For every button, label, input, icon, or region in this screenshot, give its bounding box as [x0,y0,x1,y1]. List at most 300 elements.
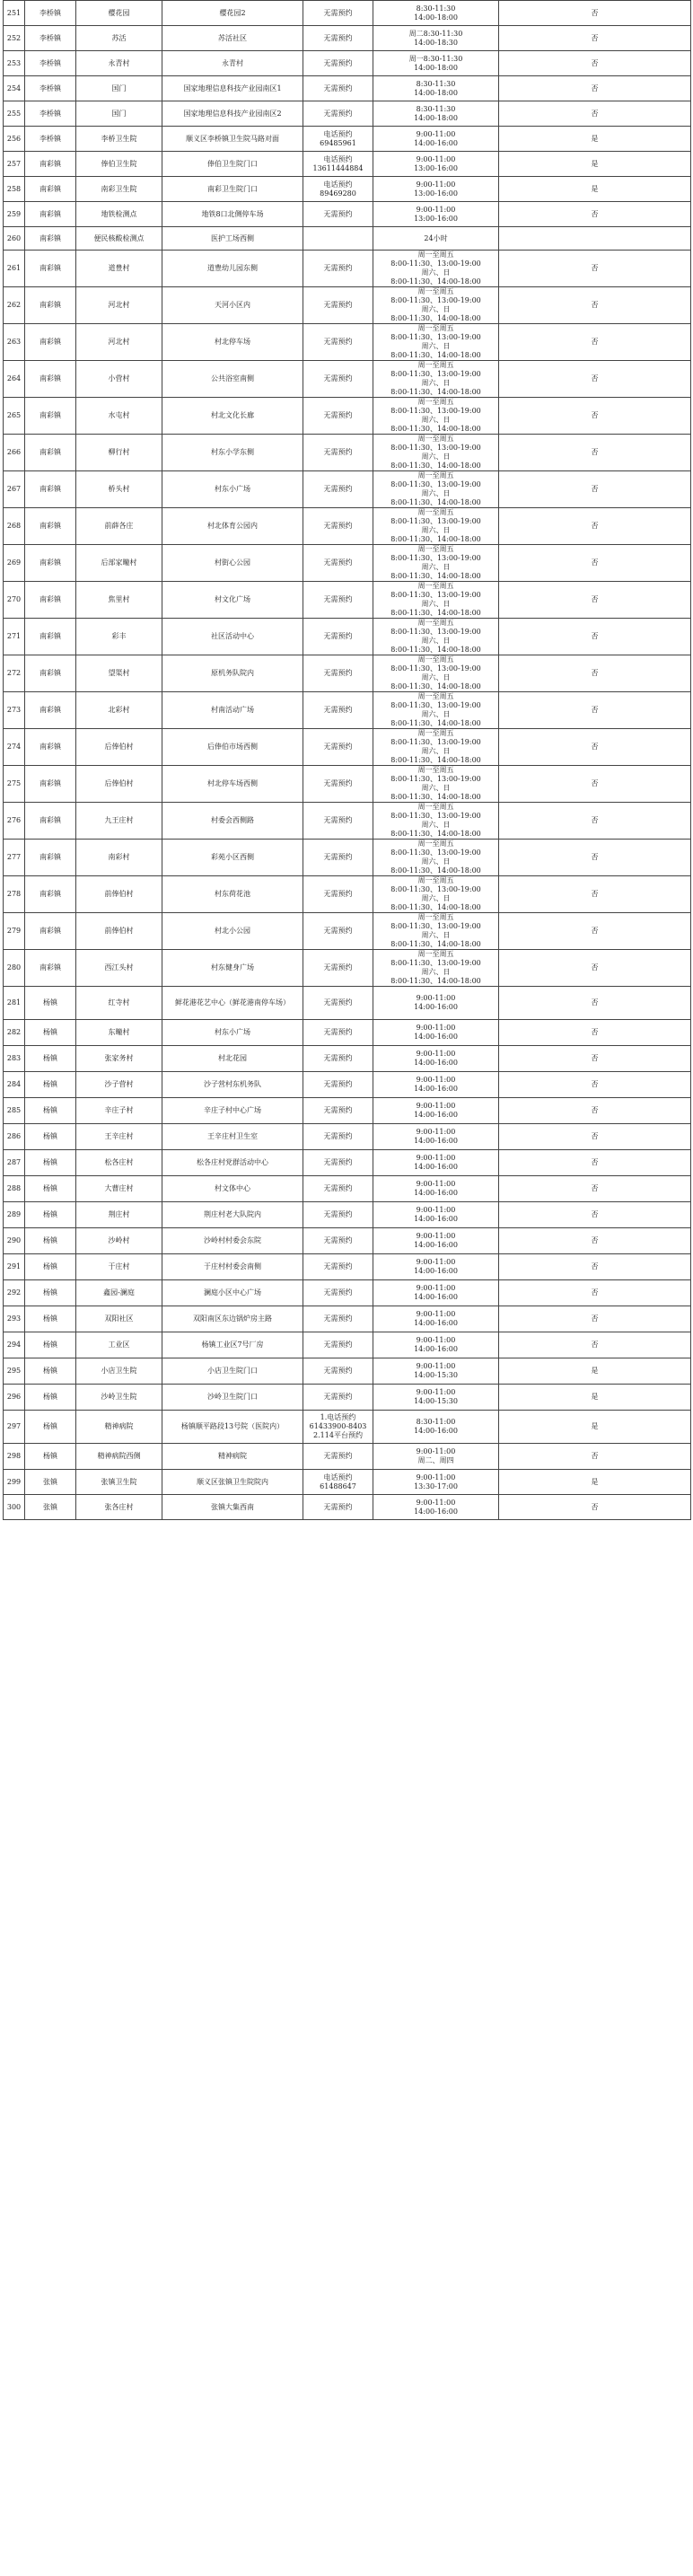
cell-no: 265 [4,398,25,435]
cell-flag: 否 [499,655,691,692]
table-row [4,1280,691,1306]
cell-flag: 否 [499,729,691,766]
cell-town: 南彩镇 [25,619,76,655]
cell-town: 南彩镇 [25,324,76,361]
cell-flag: 否 [499,435,691,471]
cell-flag: 否 [499,1098,691,1124]
cell-place: 医护工场西侧 [162,227,303,251]
cell-no: 276 [4,803,25,840]
cell-town: 李桥镇 [25,26,76,51]
cell-no: 264 [4,361,25,398]
cell-village: 永青村 [76,51,162,76]
cell-town: 南彩镇 [25,152,76,177]
table-row [4,1228,691,1254]
cell-town: 南彩镇 [25,508,76,545]
cell-place: 村东健身广场 [162,950,303,987]
table-row [4,1072,691,1098]
cell-no: 277 [4,840,25,876]
cell-flag: 否 [499,692,691,729]
cell-village: 前薛各庄 [76,508,162,545]
cell-place: 辛庄子村中心广场 [162,1098,303,1124]
cell-flag: 否 [499,1046,691,1072]
cell-no: 292 [4,1280,25,1306]
cell-place: 原机务队院内 [162,655,303,692]
cell-no: 284 [4,1072,25,1098]
cell-place: 苏活社区 [162,26,303,51]
cell-place: 天河小区内 [162,287,303,324]
cell-appt: 无需预约 [303,1202,373,1228]
cell-time: 9:00-11:00 13:30-17:00 [373,1470,499,1495]
cell-no: 280 [4,950,25,987]
cell-appt: 无需预约 [303,1495,373,1520]
cell-flag: 否 [499,545,691,582]
cell-flag: 否 [499,76,691,101]
cell-no: 298 [4,1444,25,1470]
cell-town: 南彩镇 [25,840,76,876]
cell-village: 小店卫生院 [76,1358,162,1385]
cell-town: 杨镇 [25,1072,76,1098]
cell-no: 300 [4,1495,25,1520]
cell-place: 村北花园 [162,1046,303,1072]
cell-village: 张各庄村 [76,1495,162,1520]
cell-village: 李桥卫生院 [76,127,162,152]
cell-village: 焦里村 [76,582,162,619]
cell-place: 精神病院 [162,1444,303,1470]
cell-place: 永青村 [162,51,303,76]
cell-village: 于庄村 [76,1254,162,1280]
cell-place: 村北停车场西侧 [162,766,303,803]
cell-flag: 是 [499,1385,691,1411]
cell-flag: 否 [499,202,691,227]
cell-flag: 否 [499,1332,691,1358]
table-row [4,508,691,545]
cell-place: 樱花园2 [162,1,303,26]
cell-town: 杨镇 [25,1358,76,1385]
cell-appt: 电话预约 69485961 [303,127,373,152]
cell-place: 杨镇顺平路段13号院（医院内） [162,1411,303,1444]
cell-time: 9:00-11:00 13:00-16:00 [373,202,499,227]
cell-time: 9:00-11:00 14:00-16:00 [373,1280,499,1306]
cell-village: 辛庄子村 [76,1098,162,1124]
cell-time: 9:00-11:00 14:00-16:00 [373,1228,499,1254]
table-row [4,1470,691,1495]
cell-village: 北彩村 [76,692,162,729]
cell-appt: 无需预约 [303,1020,373,1046]
cell-place: 杨镇工业区7号厂房 [162,1332,303,1358]
cell-village: 南彩村 [76,840,162,876]
cell-no: 289 [4,1202,25,1228]
table-row [4,1098,691,1124]
table-row [4,435,691,471]
cell-place: 国家地理信息科技产业园南区1 [162,76,303,101]
cell-no: 285 [4,1098,25,1124]
cell-appt [303,227,373,251]
cell-no: 291 [4,1254,25,1280]
table-row [4,101,691,127]
cell-time: 9:00-11:00 14:00-16:00 [373,1124,499,1150]
table-row [4,1444,691,1470]
table-row [4,177,691,202]
cell-village: 九王庄村 [76,803,162,840]
cell-town: 杨镇 [25,1332,76,1358]
cell-town: 南彩镇 [25,655,76,692]
cell-appt: 无需预约 [303,361,373,398]
cell-appt: 无需预约 [303,913,373,950]
cell-appt: 无需预约 [303,1254,373,1280]
cell-place: 张镇大集西南 [162,1495,303,1520]
cell-town: 杨镇 [25,987,76,1020]
cell-no: 283 [4,1046,25,1072]
cell-place: 村北小公园 [162,913,303,950]
cell-appt: 无需预约 [303,251,373,287]
cell-town: 杨镇 [25,1254,76,1280]
cell-village: 前俸伯村 [76,913,162,950]
cell-appt: 无需预约 [303,101,373,127]
cell-appt: 无需预约 [303,1444,373,1470]
cell-appt: 无需预约 [303,692,373,729]
cell-village: 双阳社区 [76,1306,162,1332]
cell-town: 李桥镇 [25,51,76,76]
table-row [4,227,691,251]
cell-town: 南彩镇 [25,729,76,766]
cell-place: 村委会西侧路 [162,803,303,840]
cell-appt: 无需预约 [303,619,373,655]
cell-time: 周一8:30-11:30 14:00-18:00 [373,51,499,76]
cell-village: 张镇卫生院 [76,1470,162,1495]
cell-flag: 否 [499,287,691,324]
cell-village: 西江头村 [76,950,162,987]
cell-time: 9:00-11:00 13:00-16:00 [373,152,499,177]
cell-appt: 无需预约 [303,950,373,987]
table-row [4,692,691,729]
table-row [4,582,691,619]
cell-time: 9:00-11:00 14:00-16:00 [373,1306,499,1332]
cell-no: 278 [4,876,25,913]
cell-village: 工业区 [76,1332,162,1358]
cell-no: 272 [4,655,25,692]
cell-appt: 电话预约 13611444884 [303,152,373,177]
cell-town: 杨镇 [25,1411,76,1444]
cell-no: 254 [4,76,25,101]
table-row [4,876,691,913]
cell-time: 8:30-11:30 14:00-18:00 [373,101,499,127]
cell-town: 南彩镇 [25,202,76,227]
cell-town: 南彩镇 [25,287,76,324]
cell-time: 周一至周五 8:00-11:30、13:00-19:00 周六、日 8:00-11:30、14:00-18:00 [373,729,499,766]
cell-village: 松各庄村 [76,1150,162,1176]
cell-town: 杨镇 [25,1150,76,1176]
cell-time: 9:00-11:00 14:00-16:00 [373,1020,499,1046]
cell-time: 周一至周五 8:00-11:30、13:00-19:00 周六、日 8:00-11:30、14:00-18:00 [373,655,499,692]
cell-village: 后俸伯村 [76,729,162,766]
cell-town: 南彩镇 [25,766,76,803]
cell-place: 村东小学东侧 [162,435,303,471]
cell-village: 王辛庄村 [76,1124,162,1150]
cell-village: 红寺村 [76,987,162,1020]
cell-place: 双阳南区东边锅炉房主路 [162,1306,303,1332]
table-row [4,766,691,803]
cell-town: 杨镇 [25,1124,76,1150]
cell-flag: 否 [499,251,691,287]
cell-flag: 否 [499,840,691,876]
cell-time: 8:30-11:30 14:00-18:00 [373,1,499,26]
cell-village: 荆庄村 [76,1202,162,1228]
cell-flag: 否 [499,913,691,950]
table-row [4,1020,691,1046]
cell-flag: 否 [499,1495,691,1520]
table-row [4,251,691,287]
cell-town: 李桥镇 [25,127,76,152]
cell-town: 张镇 [25,1495,76,1520]
table-row [4,1202,691,1228]
cell-time: 周一至周五 8:00-11:30、13:00-19:00 周六、日 8:00-11:30、14:00-18:00 [373,361,499,398]
cell-flag: 是 [499,127,691,152]
cell-flag: 否 [499,1124,691,1150]
cell-time: 8:30-11:00 14:00-16:00 [373,1411,499,1444]
cell-flag: 是 [499,152,691,177]
cell-flag: 否 [499,1202,691,1228]
cell-flag: 否 [499,1228,691,1254]
cell-place: 顺义区张镇卫生院院内 [162,1470,303,1495]
cell-flag: 是 [499,1411,691,1444]
cell-flag: 否 [499,1072,691,1098]
table-row [4,987,691,1020]
cell-no: 263 [4,324,25,361]
cell-place: 社区活动中心 [162,619,303,655]
cell-time: 8:30-11:30 14:00-18:00 [373,76,499,101]
cell-village: 彩丰 [76,619,162,655]
cell-time: 9:00-11:00 14:00-16:00 [373,987,499,1020]
cell-village: 精神病院 [76,1411,162,1444]
table-row [4,1150,691,1176]
cell-flag: 否 [499,803,691,840]
cell-appt: 无需预约 [303,1,373,26]
cell-town: 南彩镇 [25,398,76,435]
cell-time: 9:00-11:00 14:00-15:30 [373,1358,499,1385]
cell-flag: 否 [499,1444,691,1470]
table-row [4,729,691,766]
cell-appt: 无需预约 [303,655,373,692]
cell-appt: 无需预约 [303,987,373,1020]
cell-village: 便民核酸检测点 [76,227,162,251]
cell-town: 杨镇 [25,1098,76,1124]
cell-village: 沙子营村 [76,1072,162,1098]
cell-town: 李桥镇 [25,101,76,127]
cell-appt: 无需预约 [303,729,373,766]
cell-place: 村东荷花池 [162,876,303,913]
cell-place: 鲜花港花艺中心（鲜花港南停车场） [162,987,303,1020]
cell-time: 9:00-11:00 周二、周四 [373,1444,499,1470]
cell-time: 9:00-11:00 14:00-16:00 [373,1176,499,1202]
cell-town: 杨镇 [25,1228,76,1254]
cell-flag: 否 [499,582,691,619]
cell-place: 俸伯卫生院门口 [162,152,303,177]
table-row [4,1385,691,1411]
cell-flag: 是 [499,1470,691,1495]
cell-village: 张家务村 [76,1046,162,1072]
table-row [4,1176,691,1202]
cell-flag: 否 [499,471,691,508]
cell-time: 周一至周五 8:00-11:30、13:00-19:00 周六、日 8:00-11:30、14:00-18:00 [373,508,499,545]
cell-flag: 否 [499,101,691,127]
cell-place: 村文体中心 [162,1176,303,1202]
cell-village: 鑫园-澜庭 [76,1280,162,1306]
cell-time: 周一至周五 8:00-11:30、13:00-19:00 周六、日 8:00-11:30、14:00-18:00 [373,251,499,287]
table-row [4,1332,691,1358]
cell-town: 南彩镇 [25,545,76,582]
cell-town: 南彩镇 [25,950,76,987]
cell-town: 杨镇 [25,1280,76,1306]
cell-time: 9:00-11:00 14:00-15:30 [373,1385,499,1411]
cell-town: 杨镇 [25,1306,76,1332]
cell-place: 沙子营村东机务队 [162,1072,303,1098]
cell-time: 9:00-11:00 14:00-16:00 [373,1098,499,1124]
cell-time: 9:00-11:00 14:00-16:00 [373,1046,499,1072]
cell-flag: 否 [499,1176,691,1202]
cell-time: 周一至周五 8:00-11:30、13:00-19:00 周六、日 8:00-11:30、14:00-18:00 [373,619,499,655]
cell-no: 293 [4,1306,25,1332]
cell-appt: 无需预约 [303,1228,373,1254]
cell-time: 9:00-11:00 14:00-16:00 [373,1254,499,1280]
table-row [4,619,691,655]
cell-village: 桥头村 [76,471,162,508]
cell-town: 杨镇 [25,1046,76,1072]
cell-place: 公共浴室南侧 [162,361,303,398]
cell-no: 286 [4,1124,25,1150]
cell-appt: 电话预约 61488647 [303,1470,373,1495]
cell-appt: 无需预约 [303,76,373,101]
cell-time: 周一至周五 8:00-11:30、13:00-19:00 周六、日 8:00-11:30、14:00-18:00 [373,950,499,987]
cell-appt: 无需预约 [303,582,373,619]
cell-no: 287 [4,1150,25,1176]
cell-time: 周一至周五 8:00-11:30、13:00-19:00 周六、日 8:00-11:30、14:00-18:00 [373,545,499,582]
table-row [4,202,691,227]
cell-time: 周一至周五 8:00-11:30、13:00-19:00 周六、日 8:00-11:30、14:00-18:00 [373,840,499,876]
cell-place: 村街心公园 [162,545,303,582]
cell-no: 296 [4,1385,25,1411]
table-row [4,1358,691,1385]
cell-village: 道豊村 [76,251,162,287]
cell-place: 村南活动广场 [162,692,303,729]
cell-no: 256 [4,127,25,152]
cell-place: 国家地理信息科技产业园南区2 [162,101,303,127]
cell-time: 周一至周五 8:00-11:30、13:00-19:00 周六、日 8:00-11:30、14:00-18:00 [373,287,499,324]
cell-village: 苏活 [76,26,162,51]
cell-place: 澜庭小区中心广场 [162,1280,303,1306]
table-row [4,1046,691,1072]
cell-flag: 否 [499,1254,691,1280]
cell-no: 260 [4,227,25,251]
cell-place: 彩苑小区西侧 [162,840,303,876]
cell-village: 望渠村 [76,655,162,692]
cell-appt: 无需预约 [303,840,373,876]
cell-no: 281 [4,987,25,1020]
cell-town: 杨镇 [25,1176,76,1202]
table-row [4,1495,691,1520]
cell-town: 杨镇 [25,1385,76,1411]
cell-village: 国门 [76,76,162,101]
cell-village: 东疃村 [76,1020,162,1046]
cell-no: 290 [4,1228,25,1254]
cell-no: 299 [4,1470,25,1495]
cell-town: 南彩镇 [25,435,76,471]
cell-town: 南彩镇 [25,913,76,950]
cell-place: 村东小广场 [162,471,303,508]
cell-no: 261 [4,251,25,287]
cell-flag: 否 [499,1280,691,1306]
cell-village: 精神病院西侧 [76,1444,162,1470]
cell-flag: 否 [499,1150,691,1176]
cell-time: 周一至周五 8:00-11:30、13:00-19:00 周六、日 8:00-11:30、14:00-18:00 [373,913,499,950]
cell-time: 9:00-11:00 14:00-16:00 [373,1495,499,1520]
cell-flag: 否 [499,950,691,987]
cell-place: 后俸伯市场西侧 [162,729,303,766]
cell-village: 小营村 [76,361,162,398]
cell-village: 沙岭卫生院 [76,1385,162,1411]
cell-no: 288 [4,1176,25,1202]
cell-no: 268 [4,508,25,545]
cell-no: 253 [4,51,25,76]
cell-place: 村北文化长廊 [162,398,303,435]
cell-no: 279 [4,913,25,950]
cell-flag: 否 [499,361,691,398]
cell-town: 杨镇 [25,1202,76,1228]
cell-flag: 否 [499,324,691,361]
cell-appt: 无需预约 [303,398,373,435]
cell-place: 南彩卫生院门口 [162,177,303,202]
cell-town: 南彩镇 [25,361,76,398]
cell-town: 南彩镇 [25,227,76,251]
table-row [4,51,691,76]
cell-no: 262 [4,287,25,324]
cell-appt: 无需预约 [303,471,373,508]
cell-appt: 无需预约 [303,26,373,51]
nucleic-test-site-table [3,0,690,1520]
cell-flag: 否 [499,1306,691,1332]
cell-town: 南彩镇 [25,471,76,508]
cell-no: 269 [4,545,25,582]
cell-flag: 否 [499,398,691,435]
cell-village: 地铁检测点 [76,202,162,227]
cell-appt: 无需预约 [303,435,373,471]
cell-place: 村文化广场 [162,582,303,619]
cell-time: 9:00-11:00 13:00-16:00 [373,177,499,202]
cell-village: 国门 [76,101,162,127]
cell-village: 沙岭村 [76,1228,162,1254]
table-row [4,76,691,101]
cell-appt: 无需预约 [303,202,373,227]
cell-appt: 无需预约 [303,287,373,324]
table-row [4,913,691,950]
cell-no: 258 [4,177,25,202]
cell-flag: 否 [499,766,691,803]
cell-appt: 无需预约 [303,324,373,361]
cell-time: 周一至周五 8:00-11:30、13:00-19:00 周六、日 8:00-11:30、14:00-18:00 [373,324,499,361]
table-row [4,1,691,26]
cell-appt: 无需预约 [303,1124,373,1150]
cell-village: 前俸伯村 [76,876,162,913]
table-row [4,1306,691,1332]
table-row [4,471,691,508]
cell-flag: 是 [499,177,691,202]
cell-time: 9:00-11:00 14:00-16:00 [373,1202,499,1228]
cell-time: 周一至周五 8:00-11:30、13:00-19:00 周六、日 8:00-11:30、14:00-18:00 [373,398,499,435]
cell-town: 南彩镇 [25,876,76,913]
cell-time: 9:00-11:00 14:00-16:00 [373,1150,499,1176]
table-row [4,655,691,692]
cell-place: 道豊幼儿园东侧 [162,251,303,287]
table-row [4,1411,691,1444]
